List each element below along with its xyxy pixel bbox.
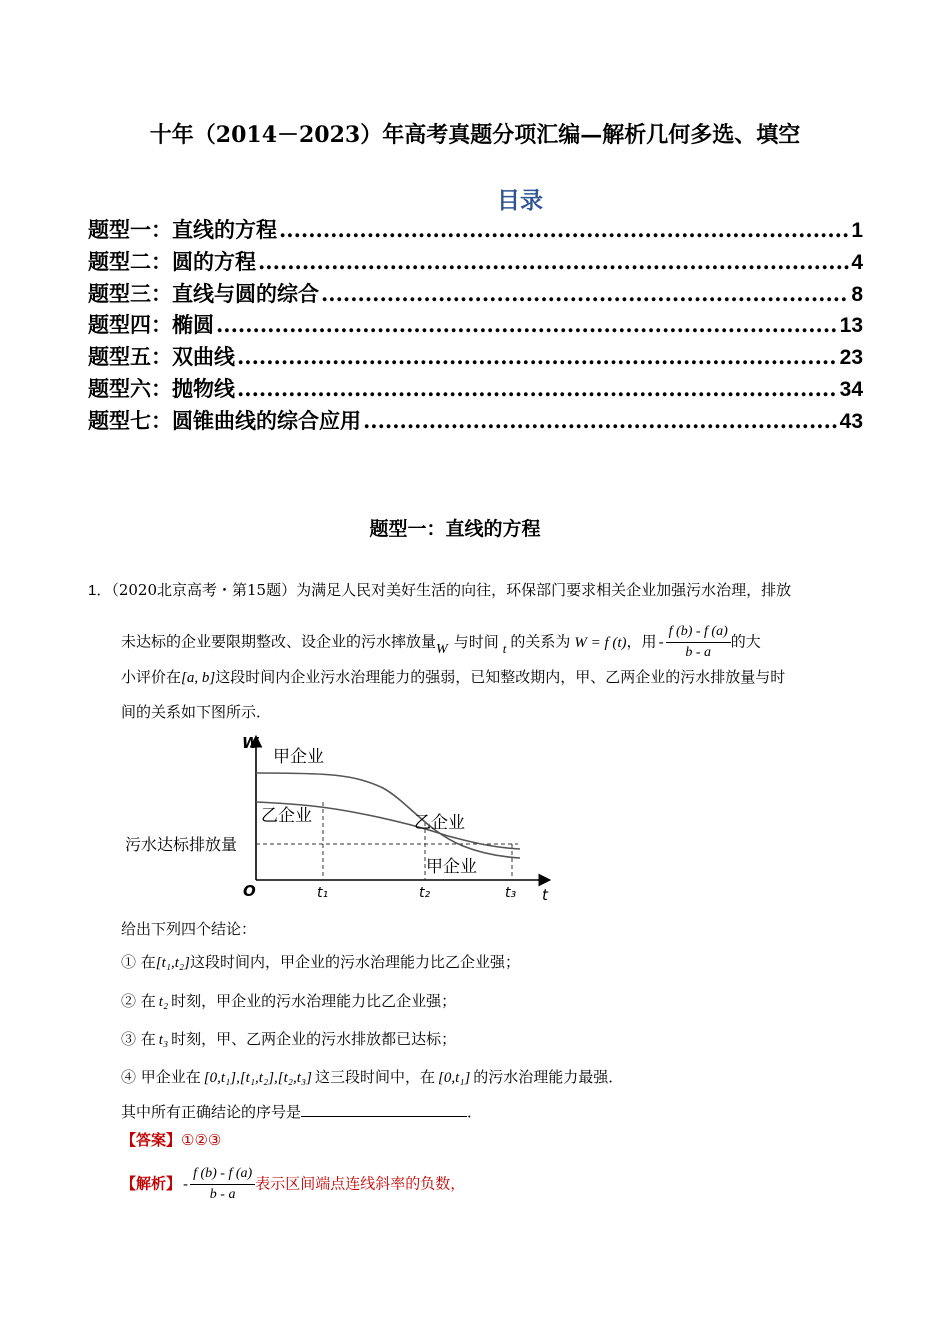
toc-leader (279, 217, 849, 242)
analysis-fraction (190, 1164, 255, 1205)
conclusion-text: 这段时间内，甲企业的污水治理能力比乙企业强； (189, 953, 520, 971)
var-w: W (436, 641, 448, 657)
question-stem-line-2 (121, 622, 761, 663)
answer-value: ①②③ (181, 1131, 222, 1149)
answer-line (121, 1130, 221, 1150)
toc-leader (237, 376, 838, 401)
toc-entry-page: 43 (839, 409, 863, 433)
stem-text: ，用 (626, 632, 657, 651)
ask-text: 其中所有正确结论的序号是 (121, 1103, 302, 1121)
conclusion-text: ② 在 (121, 992, 156, 1010)
question-ask (121, 1102, 482, 1122)
var-t2: t₂ (158, 994, 169, 1010)
analysis-line (121, 1164, 465, 1205)
question-stem-line-3 (121, 667, 785, 688)
conclusion-2 (121, 991, 456, 1012)
table-of-contents (88, 214, 863, 437)
stem-text: 与时间 (453, 632, 499, 651)
conclusion-text: 的污水治理能力最强． (473, 1068, 624, 1086)
conclusion-text: 时刻，甲、乙两企业的污水排放都已达标； (171, 1030, 457, 1048)
answer-blank[interactable] (301, 1102, 467, 1117)
interval-t1-t2: [t₁,t₂] (155, 955, 190, 971)
question-number: 1． (88, 582, 112, 599)
toc-entry-page: 4 (851, 250, 863, 274)
stem-text: 这段时间内企业污水治理能力的强弱，已知整改期内，甲、乙两企业的污水排放量与时 (215, 668, 786, 686)
standard-label: 污水达标排放量 (125, 835, 238, 854)
toc-entry[interactable] (88, 341, 863, 373)
toc-entry-page: 1 (851, 219, 863, 242)
toc-entry-page: 13 (839, 314, 863, 338)
document-title: 十年（2014－2023）年高考真题分项汇编—解析几何多选、填空 (149, 122, 801, 148)
x-axis-label: t (542, 886, 548, 904)
toc-entry-label: 题型七：圆锥曲线的综合应用 (88, 407, 361, 433)
label-jia-top: 甲企业 (273, 747, 324, 767)
conclusion-text: 时刻，甲企业的污水治理能力比乙企业强； (171, 992, 457, 1010)
toc-entry[interactable] (88, 246, 863, 278)
toc-entry[interactable] (88, 373, 863, 405)
toc-entry[interactable] (88, 278, 863, 310)
toc-entry[interactable] (88, 309, 863, 341)
conclusion-3 (121, 1029, 456, 1050)
minus-sign: - (658, 632, 664, 651)
difference-quotient (666, 622, 731, 663)
stem-text: 为满足人民对美好生活的向往，环保部门要求相关企业加强污水治理，排放 (296, 581, 792, 599)
toc-entry-page: 8 (851, 282, 863, 306)
conclusions-intro: 给出下列四个结论： (121, 920, 257, 938)
toc-entry-label: 题型五：双曲线 (88, 344, 235, 370)
stem-text: 的关系为 (510, 632, 571, 651)
answer-label: 【答案】 (121, 1131, 182, 1149)
tick-t2: t₂ (419, 885, 431, 901)
stem-text: 未达标的企业要限期整改、设企业的污水摔放量 (121, 632, 437, 651)
question-stem-line-4: 间的关系如下图所示． (121, 703, 272, 721)
stem-text: 小评价在 (121, 668, 182, 686)
section-title: 题型一：直线的方程 (369, 518, 541, 540)
toc-entry-page: 34 (839, 377, 863, 401)
label-yi-left: 乙企业 (261, 806, 312, 826)
fraction-denominator: b - a (685, 645, 712, 660)
three-intervals: [0,t₁],[t₁,t₂],[t₂,t₃] (203, 1070, 312, 1086)
toc-entry-page: 23 (839, 346, 863, 370)
y-axis-label: W (242, 734, 259, 752)
toc-leader (321, 281, 849, 306)
toc-entry-label: 题型一：直线的方程 (88, 217, 277, 242)
fraction-numerator: f (b) - f (a) (190, 1164, 255, 1185)
analysis-label: 【解析】 (121, 1174, 182, 1193)
conclusion-text: ① 在 (121, 953, 156, 971)
conclusion-text: 这三段时间中，在 (314, 1068, 435, 1086)
toc-entry-label: 题型三：直线与圆的综合 (88, 280, 319, 306)
label-yi-right: 乙企业 (414, 813, 465, 833)
toc-entry-label: 题型二：圆的方程 (88, 248, 256, 274)
interval-ab: [a, b] (181, 670, 216, 686)
question-stem-line-1 (88, 580, 791, 601)
origin-label: O (243, 882, 256, 900)
var-t: t (502, 640, 507, 656)
stem-text: 的大 (730, 632, 761, 651)
conclusion-text: ③ 在 (121, 1030, 156, 1048)
toc-entry-label: 题型六：抛物线 (88, 375, 235, 401)
interval-0-t1: [0,t₁] (437, 1070, 471, 1086)
emission-figure (118, 728, 560, 904)
var-t3: t₃ (158, 1032, 169, 1048)
conclusion-text: ④ 甲企业在 (121, 1068, 201, 1086)
label-jia-bottom: 甲企业 (426, 857, 477, 877)
toc-entry-label: 题型四：椭圆 (88, 312, 214, 338)
ask-end: ． (467, 1103, 483, 1121)
toc-heading: 目录 (497, 187, 543, 214)
toc-entry[interactable] (88, 405, 863, 437)
minus-sign: - (183, 1174, 189, 1193)
conclusion-4 (121, 1067, 623, 1088)
question-source: （2020北京高考・第15题） (111, 581, 297, 599)
toc-leader (258, 249, 849, 274)
toc-entry[interactable] (88, 214, 863, 246)
fraction-numerator: f (b) - f (a) (666, 622, 731, 643)
toc-leader (363, 408, 838, 433)
conclusion-1 (121, 952, 520, 973)
toc-leader (237, 344, 838, 369)
analysis-text: 表示区间端点连线斜率的负数， (255, 1174, 466, 1193)
tick-t1: t₁ (317, 885, 329, 901)
fraction-denominator: b - a (209, 1187, 236, 1202)
toc-leader (216, 312, 838, 337)
tick-t3: t₃ (505, 885, 517, 901)
function-expression: W = f (t) (574, 634, 627, 651)
